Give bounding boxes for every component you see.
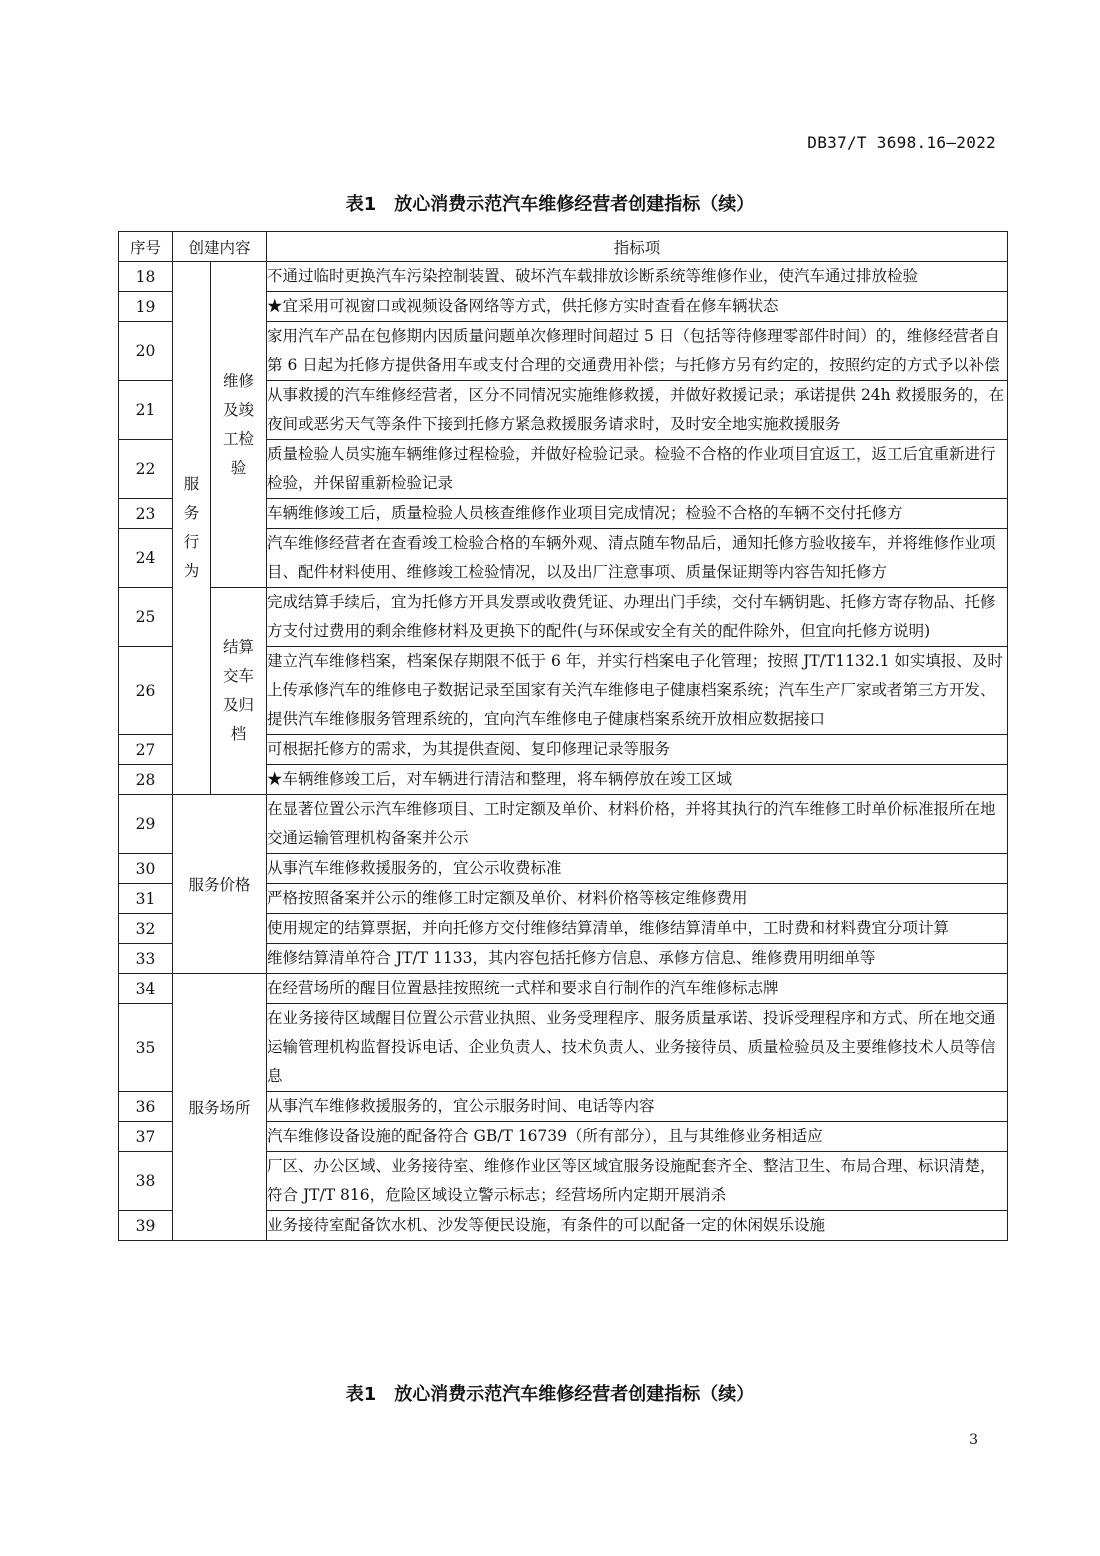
table-row — [119, 588, 1008, 647]
row-text: ★宜采用可视窗口或视频设备网络等方式，供托修方实时查看在修车辆状态 — [267, 292, 1008, 322]
row-seq: 25 — [119, 588, 173, 647]
row-text: 可根据托修方的需求，为其提供查阅、复印修理记录等服务 — [267, 735, 1008, 765]
row-seq: 39 — [119, 1211, 173, 1241]
row-text: 在显著位置公示汽车维修项目、工时定额及单价、材料价格，并将其执行的汽车维修工时单价标准报所在地交通运输管理机构备案并公示 — [267, 795, 1008, 854]
category-service-price: 服务价格 — [173, 795, 267, 974]
row-seq: 33 — [119, 944, 173, 974]
row-seq: 27 — [119, 735, 173, 765]
table-caption-bottom: 表1 放心消费示范汽车维修经营者创建指标（续） — [345, 1384, 755, 1405]
row-text: 汽车维修设备设施的配备符合 GB/T 16739（所有部分），且与其维修业务相适应 — [267, 1122, 1008, 1152]
row-text: 使用规定的结算票据，并向托修方交付维修结算清单，维修结算清单中，工时费和材料费宜分项计算 — [267, 914, 1008, 944]
row-seq: 21 — [119, 381, 173, 440]
row-seq: 34 — [119, 974, 173, 1004]
row-seq: 35 — [119, 1004, 173, 1092]
document-code: DB37/T 3698.16—2022 — [807, 133, 996, 152]
row-text: 车辆维修竣工后，质量检验人员核查维修作业项目完成情况；检验不合格的车辆不交付托修方 — [267, 499, 1008, 529]
row-text: ★车辆维修竣工后，对车辆进行清洁和整理，将车辆停放在竣工区域 — [267, 765, 1008, 795]
row-seq: 32 — [119, 914, 173, 944]
header-indicator: 指标项 — [267, 232, 1008, 262]
row-text: 不通过临时更换汽车污染控制装置、破坏汽车载排放诊断系统等维修作业，使汽车通过排放检验 — [267, 262, 1008, 292]
row-text: 建立汽车维修档案，档案保存期限不低于 6 年，并实行档案电子化管理；按照 JT/T1132.1 如实填报、及时上传承修汽车的维修电子数据记录至国家有关汽车维修电子健康档案系统；汽车生产厂家或者第三方开发、提供汽车维修服务管理系统的，宜向汽车维修电子健康档案系统开放相应数据接口 — [267, 647, 1008, 735]
table-caption: 表1 放心消费示范汽车维修经营者创建指标（续） — [345, 194, 755, 215]
row-text: 完成结算手续后，宜为托修方开具发票或收费凭证、办理出门手续，交付车辆钥匙、托修方寄存物品、托修方支付过费用的剩余维修材料及更换下的配件(与环保或安全有关的配件除外，但宜向托修方说明) — [267, 588, 1008, 647]
subcategory-repair-inspection — [211, 262, 267, 588]
row-text: 家用汽车产品在包修期内因质量问题单次修理时间超过 5 日（包括等待修理零部件时间）的，维修经营者自第 6 日起为托修方提供备用车或支付合理的交通费用补偿；与托修方另有约定的，按照约定的方式予以补偿 — [267, 322, 1008, 381]
row-seq: 30 — [119, 854, 173, 884]
subcategory-label: 维修 及竣 工检 验 — [223, 371, 255, 477]
row-seq: 28 — [119, 765, 173, 795]
row-seq: 29 — [119, 795, 173, 854]
row-text: 在业务接待区域醒目位置公示营业执照、业务受理程序、服务质量承诺、投诉受理程序和方式、所在地交通运输管理机构监督投诉电话、企业负责人、技术负责人、业务接待员、质量检验员及主要维修技术人员等信息 — [267, 1004, 1008, 1092]
subcategory-settlement-archive — [211, 588, 267, 795]
row-text: 汽车维修经营者在查看竣工检验合格的车辆外观、清点随车物品后，通知托修方验收接车，并将维修作业项目、配件材料使用、维修竣工检验情况，以及出厂注意事项、质量保证期等内容告知托修方 — [267, 529, 1008, 588]
row-text: 从事汽车维修救援服务的，宜公示服务时间、电话等内容 — [267, 1092, 1008, 1122]
row-seq: 19 — [119, 292, 173, 322]
row-seq: 20 — [119, 322, 173, 381]
subcategory-label: 结算 交车 及归 档 — [223, 638, 255, 743]
header-seq: 序号 — [119, 232, 173, 262]
row-text: 维修结算清单符合 JT/T 1133，其内容包括托修方信息、承修方信息、维修费用明细单等 — [267, 944, 1008, 974]
page-number: 3 — [969, 1432, 978, 1448]
category-label: 服 务 行 为 — [183, 475, 200, 580]
row-text: 从事汽车维修救援服务的，宜公示收费标准 — [267, 854, 1008, 884]
header-content: 创建内容 — [173, 232, 267, 262]
indicator-table — [118, 231, 1008, 1241]
category-service-behavior — [173, 262, 211, 795]
row-seq: 26 — [119, 647, 173, 735]
row-seq: 18 — [119, 262, 173, 292]
row-seq: 38 — [119, 1152, 173, 1211]
row-seq: 37 — [119, 1122, 173, 1152]
row-seq: 31 — [119, 884, 173, 914]
table-row — [119, 795, 1008, 854]
row-seq: 22 — [119, 440, 173, 499]
row-text: 严格按照备案并公示的维修工时定额及单价、材料价格等核定维修费用 — [267, 884, 1008, 914]
row-text: 在经营场所的醒目位置悬挂按照统一式样和要求自行制作的汽车维修标志牌 — [267, 974, 1008, 1004]
row-text: 厂区、办公区域、业务接待室、维修作业区等区域宜服务设施配套齐全、整洁卫生、布局合理、标识清楚，符合 JT/T 816，危险区域设立警示标志；经营场所内定期开展消杀 — [267, 1152, 1008, 1211]
table-row — [119, 262, 1008, 292]
table-header-row — [119, 232, 1008, 262]
row-seq: 24 — [119, 529, 173, 588]
row-text: 业务接待室配备饮水机、沙发等便民设施，有条件的可以配备一定的休闲娱乐设施 — [267, 1211, 1008, 1241]
row-text: 从事救援的汽车维修经营者，区分不同情况实施维修救援，并做好救援记录；承诺提供 24h 救援服务的，在夜间或恶劣天气等条件下接到托修方紧急救援服务请求时，及时安全地实施救援服务 — [267, 381, 1008, 440]
row-text: 质量检验人员实施车辆维修过程检验，并做好检验记录。检验不合格的作业项目宜返工，返工后宜重新进行检验，并保留重新检验记录 — [267, 440, 1008, 499]
row-seq: 23 — [119, 499, 173, 529]
row-seq: 36 — [119, 1092, 173, 1122]
table-row — [119, 974, 1008, 1004]
category-service-place: 服务场所 — [173, 974, 267, 1241]
